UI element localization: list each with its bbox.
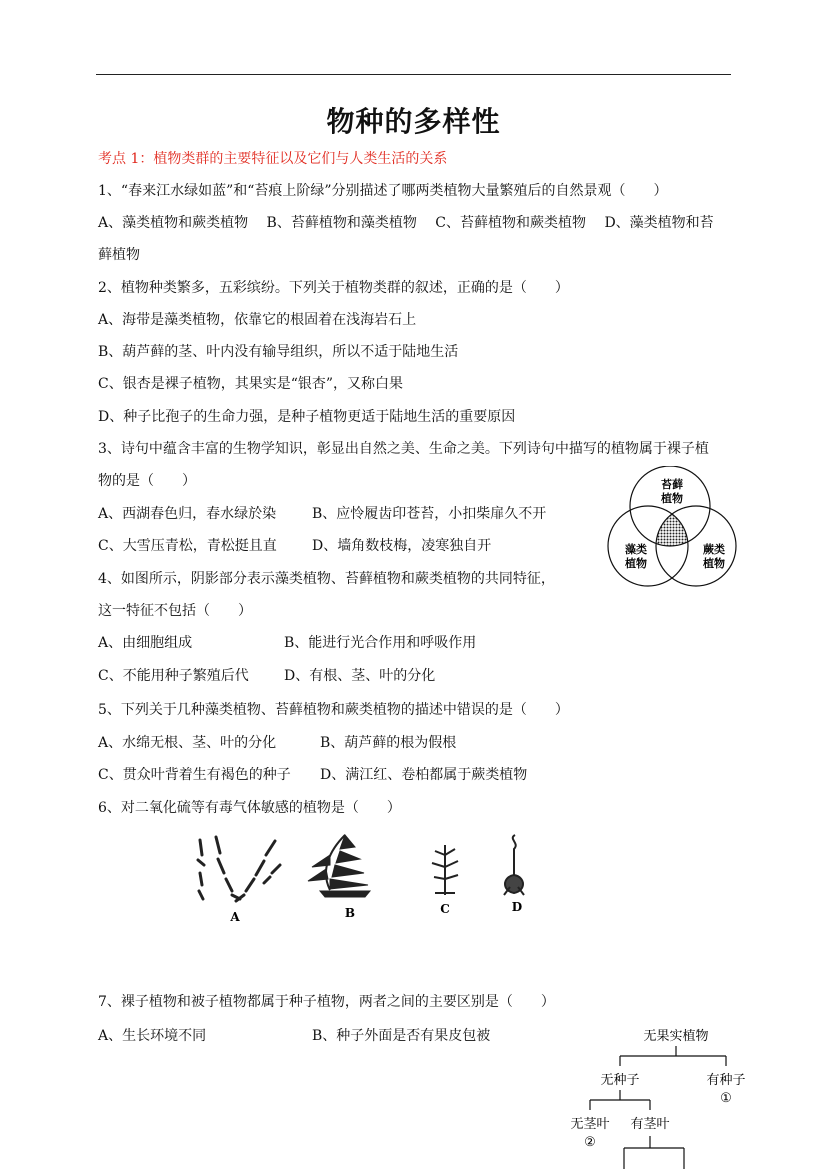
q4-option-c: C、不能用种子繁殖后代 (98, 668, 249, 684)
q7-options-ab (98, 1027, 491, 1045)
q3-options-ab (98, 505, 547, 523)
q7-option-b: B、种子外面是否有果皮包被 (312, 1028, 491, 1044)
q1-stem: 1、“春来江水绿如蓝”和“苔痕上阶绿”分别描述了哪两类植物大量繁殖后的自然景观（ ） (98, 183, 668, 199)
q3-stem: 3、诗句中蕴含丰富的生物学知识，彰显出自然之美、生命之美。下列诗句中描写的植物属于裸子植 (98, 441, 709, 457)
q4-options-ab (98, 634, 477, 652)
q7-option-a: A、生长环境不同 (98, 1028, 207, 1044)
q3-option-a: A、西湖春色归，春水绿於染 (98, 506, 277, 522)
classification-tree (560, 1020, 760, 1169)
q3-stem-cont: 物的是（ ） (98, 473, 196, 489)
plant-d-moss-icon (504, 835, 524, 895)
q4-option-d: D、有根、茎、叶的分化 (284, 668, 436, 684)
q5-stem: 5、下列关于几种藻类植物、苔藓植物和蕨类植物的描述中错误的是（ ） (98, 702, 569, 718)
plant-figures (180, 825, 550, 930)
tree-branch-1 (620, 1046, 726, 1066)
q5-options-ab (98, 734, 457, 752)
tree-ll-num: ② (584, 1135, 596, 1150)
venn-label-moss-1: 苔藓 (661, 478, 683, 491)
tree-right: 有种子 (706, 1073, 746, 1088)
q1-options-cont: 藓植物 (98, 247, 140, 263)
plant-c-moss-icon (432, 845, 458, 895)
tree-right-num: ① (720, 1091, 732, 1106)
plant-label-c: C (440, 902, 450, 916)
q2-option-d: D、种子比孢子的生命力强，是种子植物更适于陆地生活的重要原因 (98, 409, 516, 425)
venn-label-fern-2: 植物 (703, 557, 725, 570)
q2-stem: 2、植物种类繁多，五彩缤纷。下列关于植物类群的叙述，正确的是（ ） (98, 280, 569, 296)
tree-ll: 无茎叶 (570, 1117, 610, 1132)
q5-option-b: B、葫芦藓的根为假根 (320, 735, 457, 751)
tree-branch-3 (624, 1136, 684, 1169)
plant-label-d: D (511, 900, 523, 914)
header-rule (96, 74, 731, 75)
venn-label-moss-2: 植物 (661, 492, 683, 505)
q5-options-cd (98, 766, 528, 784)
q2-option-b: B、葫芦藓的茎、叶内没有输导组织，所以不适于陆地生活 (98, 344, 459, 360)
q2-option-a: A、海带是藻类植物，依靠它的根固着在浅海岩石上 (98, 312, 417, 328)
q1-options: A、藻类植物和蕨类植物 B、苔藓植物和藻类植物 C、苔藓植物和蕨类植物 D、藻类植物和苔 (98, 215, 714, 231)
page-title: 物种的多样性 (326, 105, 501, 138)
plant-label-a: A (230, 910, 240, 924)
q2-option-c: C、银杏是裸子植物，其果实是“银杏”，又称白果 (98, 376, 404, 392)
q4-option-b: B、能进行光合作用和呼吸作用 (284, 635, 477, 651)
q5-option-c: C、贯众叶背着生有褐色的种子 (98, 767, 291, 783)
plant-b-fern-icon (308, 835, 370, 897)
q5-option-a: A、水绵无根、茎、叶的分化 (98, 735, 277, 751)
q4-stem: 4、如图所示，阴影部分表示藻类植物、苔藓植物和蕨类植物的共同特征， (98, 571, 555, 587)
venn-label-algae-1: 藻类 (625, 543, 647, 556)
q6-stem: 6、对二氧化硫等有毒气体敏感的植物是（ ） (98, 800, 401, 816)
venn-diagram (600, 466, 760, 596)
tree-lr: 有茎叶 (630, 1117, 670, 1132)
tree-root: 无果实植物 (643, 1029, 709, 1044)
tree-left: 无种子 (600, 1073, 640, 1088)
q4-option-a: A、由细胞组成 (98, 635, 193, 651)
tree-branch-2 (590, 1090, 650, 1110)
q3-option-d: D、墙角数枝梅，凌寒独自开 (312, 538, 492, 554)
q7-stem: 7、裸子植物和被子植物都属于种子植物，两者之间的主要区别是（ ） (98, 994, 555, 1010)
kaodian-heading: 考点 1：植物类群的主要特征以及它们与人类生活的关系 (98, 151, 448, 167)
q3-option-c: C、大雪压青松，青松挺且直 (98, 538, 277, 554)
venn-label-fern-1: 蕨类 (703, 543, 725, 556)
q3-options-cd (98, 537, 492, 555)
venn-label-algae-2: 植物 (625, 557, 647, 570)
plant-a-algae-icon (198, 837, 280, 901)
q4-options-cd (98, 667, 436, 685)
q3-option-b: B、应怜履齿印苍苔，小扣柴扉久不开 (312, 506, 547, 522)
q4-stem-cont: 这一特征不包括（ ） (98, 603, 252, 619)
q5-option-d: D、满江红、卷柏都属于蕨类植物 (320, 767, 528, 783)
plant-label-b: B (344, 906, 356, 920)
